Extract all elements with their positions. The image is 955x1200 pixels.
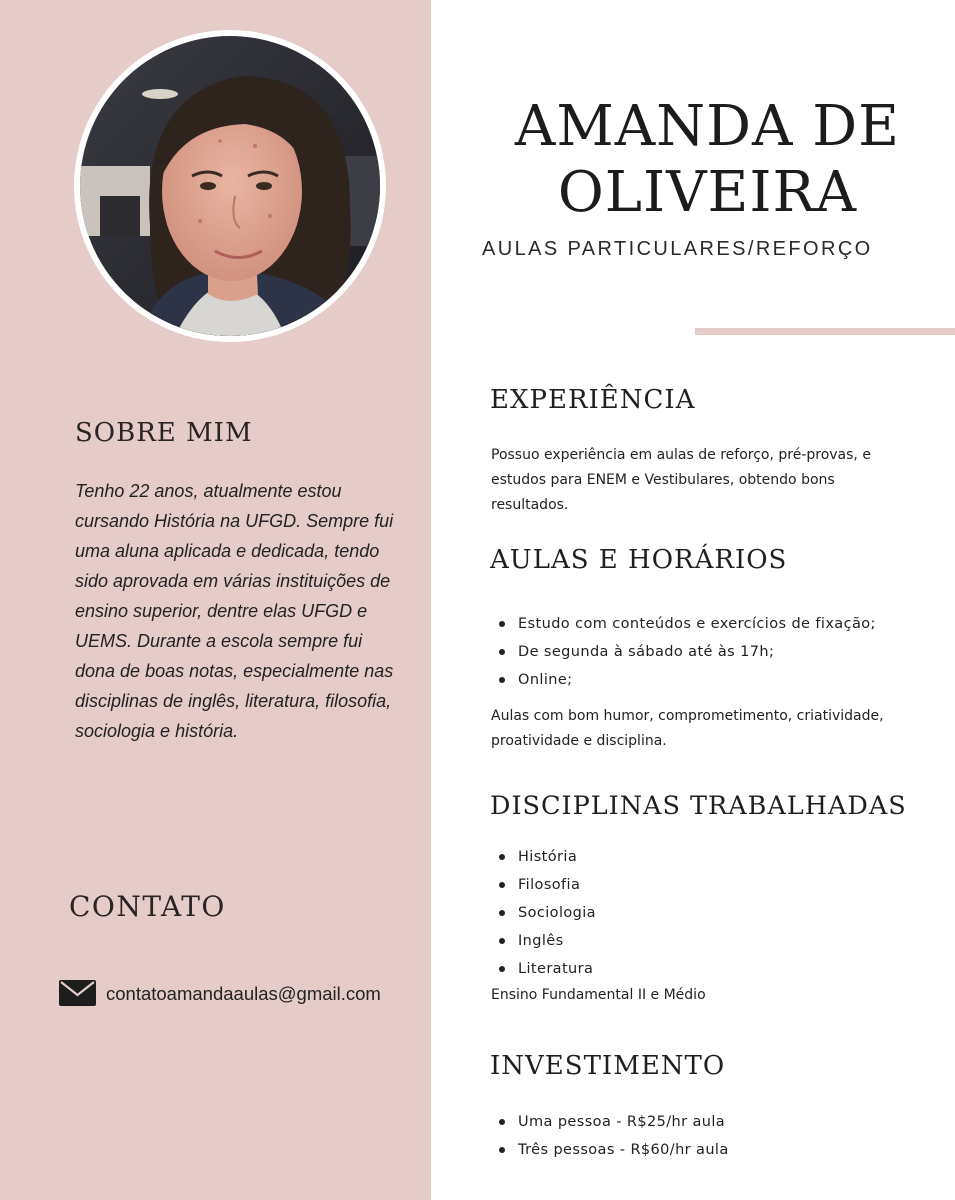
classes-list <box>491 610 876 694</box>
subjects-level: Ensino Fundamental II e Médio <box>491 987 706 1003</box>
list-item: Três pessoas - R$60/hr aula <box>491 1136 729 1164</box>
about-title: SOBRE MIM <box>75 418 253 448</box>
investment-list <box>491 1108 729 1164</box>
list-item: Filosofia <box>491 871 596 899</box>
envelope-icon <box>59 980 96 1006</box>
list-item: De segunda à sábado até às 17h; <box>491 638 876 666</box>
contact-title: CONTATO <box>69 890 226 923</box>
profile-photo-frame <box>74 30 386 342</box>
list-item: História <box>491 843 596 871</box>
about-text: Tenho 22 anos, atualmente estou cursando História na UFGD. Sempre fui uma aluna aplicada e dedicada, tendo sido aprovada em várias instituições de ensino superior, dentre elas UFGD e UEMS. Durante a escola sempre fui dona de boas notas, especialmente nas disciplinas de inglês, literatura, filosofia, sociologia e história. <box>75 481 394 741</box>
list-item: Inglês <box>491 927 596 955</box>
name-line-2: OLIVEIRA <box>557 160 858 225</box>
list-item: Online; <box>491 666 876 694</box>
list-item: Literatura <box>491 955 596 983</box>
email-link[interactable]: contatoamandaaulas@gmail.com <box>106 983 381 1004</box>
name-line-1: AMANDA DE <box>514 94 901 159</box>
subjects-title: DISCIPLINAS TRABALHADAS <box>490 791 907 821</box>
list-item: Uma pessoa - R$25/hr aula <box>491 1108 729 1136</box>
name-title <box>480 94 935 226</box>
classes-title: AULAS E HORÁRIOS <box>490 545 788 575</box>
sidebar <box>0 0 431 1200</box>
list-item: Estudo com conteúdos e exercícios de fixação; <box>491 610 876 638</box>
experience-title: EXPERIÊNCIA <box>490 385 696 415</box>
subtitle: AULAS PARTICULARES/REFORÇO <box>482 238 873 260</box>
experience-text: Possuo experiência em aulas de reforço, pré-provas, e estudos para ENEM e Vestibulares, obtendo bons resultados. <box>491 447 871 513</box>
accent-divider <box>695 328 955 335</box>
subjects-list <box>491 843 596 983</box>
portrait-illustration <box>80 36 380 336</box>
investment-title: INVESTIMENTO <box>490 1051 726 1081</box>
list-item: Sociologia <box>491 899 596 927</box>
classes-note: Aulas com bom humor, comprometimento, criatividade, proatividade e disciplina. <box>491 708 884 749</box>
profile-photo <box>80 36 380 336</box>
